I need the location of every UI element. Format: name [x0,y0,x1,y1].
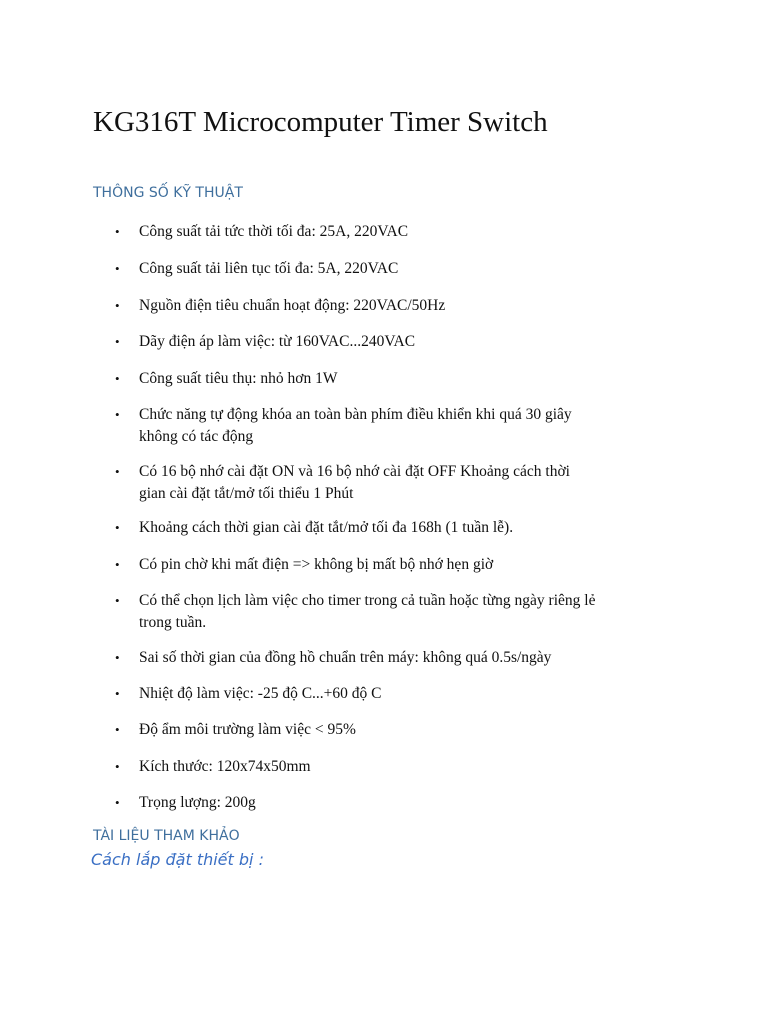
spec-item-line: Nguồn điện tiêu chuẩn hoạt động: 220VAC/50Hz [139,297,446,314]
spec-item-line: Khoảng cách thời gian cài đặt tắt/mở tối đa 168h (1 tuần lễ). [139,519,514,536]
bullet-icon: • [115,371,120,386]
spec-item [115,554,695,576]
spec-item-line: Có thể chọn lịch làm việc cho timer trong cả tuần hoặc từng ngày riêng lẻ [139,592,596,609]
spec-item-line: Công suất tải tức thời tối đa: 25A, 220VAC [139,223,409,240]
bullet-icon: • [115,464,120,479]
spec-item-text [139,554,695,576]
spec-item [115,331,695,353]
spec-item-line: không có tác động [139,428,254,445]
spec-item [115,368,695,390]
bullet-icon: • [115,407,120,422]
spec-item-line: gian cài đặt tắt/mở tối thiểu 1 Phút [139,485,354,502]
spec-item-line: Trọng lượng: 200g [139,794,256,811]
spec-item-line: Có 16 bộ nhớ cài đặt ON và 16 bộ nhớ cài đặt OFF Khoảng cách thời [139,463,570,480]
spec-item [115,756,695,778]
spec-item-line: Dãy điện áp làm việc: từ 160VAC...240VAC [139,333,416,350]
bullet-icon: • [115,557,120,572]
spec-item [115,404,695,448]
spec-item [115,517,695,539]
spec-item-line: Công suất tiêu thụ: nhỏ hơn 1W [139,370,338,387]
spec-item-text [139,404,695,448]
bullet-icon: • [115,261,120,276]
spec-item [115,792,695,814]
spec-item-text [139,517,695,539]
spec-item-text [139,331,695,353]
install-heading: Cách lắp đặt thiết bị : [91,850,264,869]
bullet-icon: • [115,224,120,239]
spec-item [115,590,695,634]
spec-item [115,719,695,741]
page-title: KG316T Microcomputer Timer Switch [93,106,548,138]
spec-item-line: Có pin chờ khi mất điện => không bị mất bộ nhớ hẹn giờ [139,556,494,573]
spec-item [115,461,695,505]
spec-item [115,221,695,243]
spec-item-line: Sai số thời gian của đồng hồ chuẩn trên máy: không quá 0.5s/ngày [139,649,552,666]
bullet-icon: • [115,298,120,313]
spec-item [115,258,695,280]
reference-heading: TÀI LIỆU THAM KHẢO [93,828,240,844]
spec-item-text [139,221,695,243]
bullet-icon: • [115,686,120,701]
spec-item [115,683,695,705]
spec-item-text [139,719,695,741]
spec-item [115,295,695,317]
spec-item-text [139,258,695,280]
spec-item-text [139,368,695,390]
bullet-icon: • [115,520,120,535]
spec-item-text [139,647,695,669]
spec-item-text [139,756,695,778]
spec-item-line: Nhiệt độ làm việc: -25 độ C...+60 độ C [139,685,382,702]
spec-item-line: Kích thước: 120x74x50mm [139,758,311,775]
bullet-icon: • [115,795,120,810]
spec-item [115,647,695,669]
spec-item-text [139,683,695,705]
bullet-icon: • [115,593,120,608]
spec-item-text [139,461,695,505]
bullet-icon: • [115,722,120,737]
spec-item-line: Độ ẩm môi trường làm việc < 95% [139,721,356,738]
spec-item-text [139,295,695,317]
spec-heading: THÔNG SỐ KỸ THUẬT [93,185,243,201]
bullet-icon: • [115,334,120,349]
spec-item-line: Công suất tải liên tục tối đa: 5A, 220VAC [139,260,399,277]
bullet-icon: • [115,759,120,774]
bullet-icon: • [115,650,120,665]
spec-item-text [139,590,695,634]
spec-item-line: trong tuần. [139,614,207,631]
spec-item-line: Chức năng tự động khóa an toàn bàn phím điều khiển khi quá 30 giây [139,406,572,423]
spec-item-text [139,792,695,814]
